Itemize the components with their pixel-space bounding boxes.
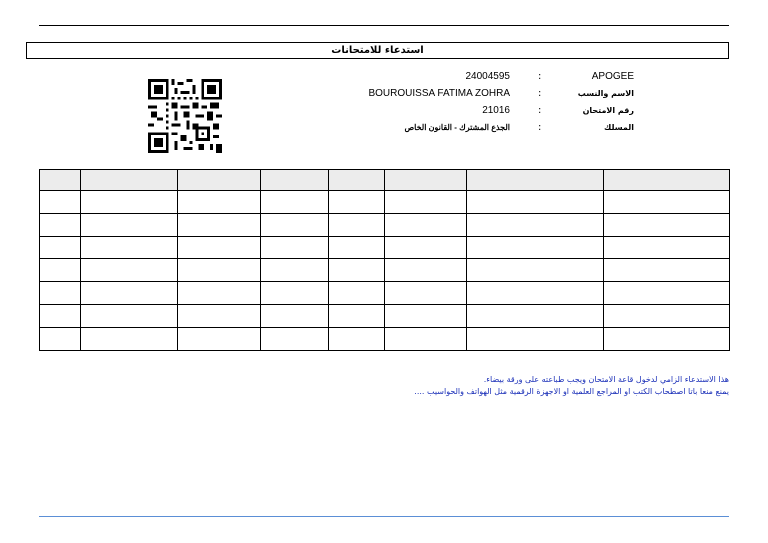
document-title: استدعاء للامتحانات <box>26 42 729 59</box>
table-row <box>40 213 730 236</box>
table-cell <box>178 236 261 259</box>
table-cell <box>467 191 604 214</box>
table-cell <box>467 259 604 282</box>
table-row <box>40 304 730 327</box>
table-cell <box>329 259 385 282</box>
notice-line-2: يمنع منعا باتا اصطحاب الكتب او المراجع العلمية او الاجهزة الرقمية مثل الهواتف والحواسيب .... <box>414 387 729 396</box>
table-cell <box>329 327 385 350</box>
table-cell <box>385 236 467 259</box>
table-header-row <box>40 170 730 191</box>
table-cell <box>604 259 730 282</box>
table-header-cell <box>329 170 385 191</box>
apogee-value: 24004595 <box>465 71 510 82</box>
separator: : <box>538 122 542 133</box>
table-cell <box>40 236 81 259</box>
student-name-value: BOUROUISSA FATIMA ZOHRA <box>368 88 510 99</box>
table-cell <box>329 191 385 214</box>
table-cell <box>40 304 81 327</box>
info-row-exam-number <box>0 104 768 118</box>
table-header-cell <box>604 170 730 191</box>
table-cell <box>467 304 604 327</box>
separator: : <box>538 88 542 99</box>
table-cell <box>81 236 178 259</box>
table-cell <box>261 191 329 214</box>
table-cell <box>81 259 178 282</box>
table-cell <box>81 191 178 214</box>
table-cell <box>40 191 81 214</box>
table-cell <box>604 191 730 214</box>
table-cell <box>261 236 329 259</box>
track-value: الجذع المشترك - القانون الخاص <box>404 123 510 132</box>
table-cell <box>467 327 604 350</box>
table-cell <box>178 304 261 327</box>
table-cell <box>40 327 81 350</box>
table-cell <box>261 259 329 282</box>
table-cell <box>81 213 178 236</box>
table-header-cell <box>81 170 178 191</box>
table-row <box>40 282 730 305</box>
table-cell <box>261 304 329 327</box>
table-cell <box>40 282 81 305</box>
info-row-apogee <box>0 70 768 84</box>
exam-schedule-table <box>39 169 730 351</box>
table-cell <box>261 213 329 236</box>
table-cell <box>178 259 261 282</box>
table-cell <box>385 327 467 350</box>
table-cell <box>467 236 604 259</box>
table-cell <box>329 304 385 327</box>
separator: : <box>538 105 542 116</box>
apogee-label: APOGEE <box>591 71 634 82</box>
table-cell <box>261 282 329 305</box>
table-header-cell <box>467 170 604 191</box>
table-cell <box>604 236 730 259</box>
table-cell <box>81 327 178 350</box>
table-cell <box>178 282 261 305</box>
separator: : <box>538 71 542 82</box>
notice-line-1: هذا الاستدعاء الزامي لدخول قاعة الامتحان ويجب طباعته على ورقة بيضاء. <box>483 375 729 384</box>
table-cell <box>604 327 730 350</box>
table-cell <box>604 282 730 305</box>
table-header-cell <box>385 170 467 191</box>
table-cell <box>385 304 467 327</box>
table-cell <box>40 259 81 282</box>
table-cell <box>40 213 81 236</box>
table-cell <box>261 327 329 350</box>
table-row <box>40 327 730 350</box>
track-label: المسلك <box>604 123 634 132</box>
exam-number-label: رقم الامتحان <box>582 106 634 115</box>
table-cell <box>178 213 261 236</box>
table-row <box>40 259 730 282</box>
info-row-name <box>0 87 768 101</box>
table-cell <box>178 327 261 350</box>
table-cell <box>329 282 385 305</box>
table-cell <box>81 304 178 327</box>
info-row-track <box>0 121 768 135</box>
table-header-cell <box>178 170 261 191</box>
table-cell <box>329 213 385 236</box>
table-cell <box>81 282 178 305</box>
table-cell <box>467 282 604 305</box>
table-cell <box>329 236 385 259</box>
table-cell <box>467 213 604 236</box>
table-row <box>40 236 730 259</box>
table-cell <box>385 259 467 282</box>
exam-number-value: 21016 <box>482 105 510 116</box>
bottom-rule <box>39 516 729 517</box>
table-header-cell <box>40 170 81 191</box>
table-header-cell <box>261 170 329 191</box>
table-row <box>40 191 730 214</box>
table-cell <box>385 282 467 305</box>
table-cell <box>604 304 730 327</box>
student-name-label: الاسم والنسب <box>577 89 634 98</box>
table-cell <box>178 191 261 214</box>
top-rule <box>39 25 729 26</box>
table-cell <box>385 191 467 214</box>
table-cell <box>604 213 730 236</box>
table-cell <box>385 213 467 236</box>
